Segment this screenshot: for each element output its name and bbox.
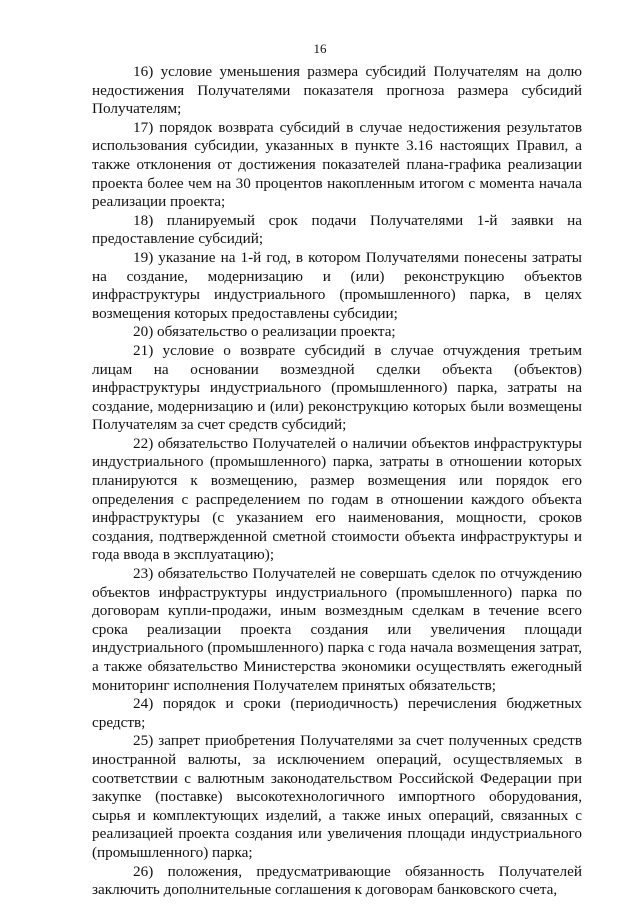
paragraph-20: 20) обязательство о реализации проекта; bbox=[133, 323, 396, 341]
paragraph-18: 18) планируемый срок подачи Получателями 1-й заявки на предоставление субсидий; bbox=[92, 211, 582, 248]
page-number: 16 bbox=[313, 41, 327, 56]
paragraph-24: 24) порядок и сроки (периодичность) перечисления бюджетных средств; bbox=[92, 695, 582, 731]
paragraph-25: 25) запрет приобретения Получателями за счет полученных средств иностранной валюты, за исключением операций, осуществляемых в соответствии с валютным законодательством Российской Федерации при закупке (поставке) высокотехнологичного импортного оборудования, сырья и комплектующих изделий, а также иных операций, связанных с реализацией проекта создания или увеличения площади индустриального (промышленного) парка; bbox=[92, 732, 582, 861]
document-body bbox=[92, 63, 582, 900]
paragraph-22: 22) обязательство Получателей о наличии объектов инфраструктуры индустриального (промышленного) парка, затраты в отношении которых планируются к возмещению, размер возмещения или порядок его определения с распределением по годам в отношении каждого объекта инфраструктуры (с указанием его наименования, мощности, сроков создания, подтвержденной сметной стоимости объекта инфраструктуры и года ввода в эксплуатацию); bbox=[92, 434, 582, 564]
paragraph-17: 17) порядок возврата субсидий в случае недостижения результатов использования субсидии, указанных в пункте 3.16 настоящих Правил, а также отклонения от достижения показателей плана-графика реализации проекта более чем на 30 процентов накопленным итогом с момента начала реализации проекта; bbox=[92, 118, 582, 211]
paragraph-26: 26) положения, предусматривающие обязанность Получателей заключить дополнительные соглашения к договорам банковского счета, bbox=[92, 862, 582, 899]
paragraph-19: 19) указание на 1-й год, в котором Получателями понесены затраты на создание, модернизацию и (или) реконструкцию объектов инфраструктуры индустриального (промышленного) парка, в целях возмещения которых предоставлены субсидии; bbox=[92, 248, 582, 322]
paragraph-23: 23) обязательство Получателей не совершать сделок по отчуждению объектов инфраструктуры индустриального (промышленного) парка по договорам купли-продажи, иным возмездным сделкам в течение всего срока реализации проекта создания или увеличения площади индустриального (промышленного) парка с года начала возмещения затрат, а также обязательство Министерства экономики осуществлять ежегодный мониторинг исполнения Получателем принятых обязательств; bbox=[92, 565, 582, 694]
paragraph-16: 16) условие уменьшения размера субсидий Получателям на долю недостижения Получателями показателя прогноза размера субсидий Получателям; bbox=[92, 63, 582, 118]
paragraph-21: 21) условие о возврате субсидий в случае отчуждения третьим лицам на основании возмездной сделки объекта (объектов) инфраструктуры индустриального (промышленного) парка, затраты на создание, модернизацию и (или) реконструкцию которых были возмещены Получателям за счет средств субсидий; bbox=[92, 341, 582, 434]
